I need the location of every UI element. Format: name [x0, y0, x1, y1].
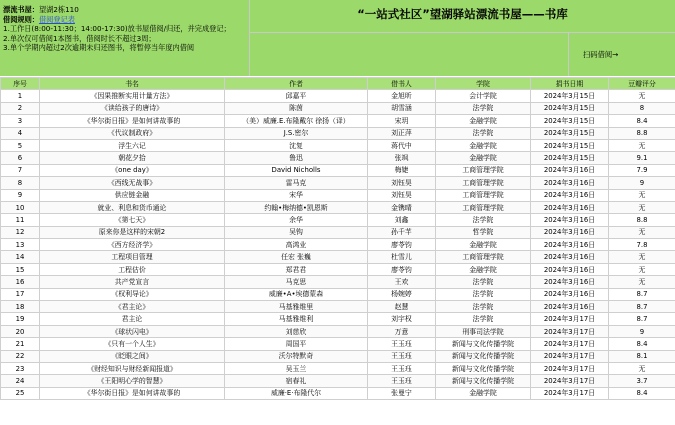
cell-donation-date[interactable]: 2024年3月15日 — [531, 139, 609, 151]
cell-borrower[interactable]: 刘宇权 — [368, 313, 436, 325]
cell-douban-rating[interactable]: 3.7 — [609, 375, 675, 387]
table-row[interactable] — [1, 164, 675, 176]
cell-index[interactable]: 11 — [1, 214, 40, 226]
cell-douban-rating[interactable]: 无 — [609, 263, 675, 275]
book-table — [0, 77, 675, 400]
table-row[interactable] — [1, 288, 675, 300]
cell-index[interactable]: 3 — [1, 115, 40, 127]
cell-school[interactable]: 新闻与文化传播学院 — [436, 350, 531, 362]
table-row[interactable] — [1, 189, 675, 201]
rule-3: 3.单个学期内超过2次逾期未归还图书，将暂停当年度内借阅 — [3, 43, 195, 53]
cell-borrower[interactable]: 宋玥 — [368, 115, 436, 127]
table-body — [1, 90, 675, 400]
cell-school[interactable]: 工商管理学院 — [436, 164, 531, 176]
cell-author[interactable]: 周国平 — [225, 338, 368, 350]
cell-douban-rating[interactable]: 无 — [609, 362, 675, 374]
location-label: 漂流书屋： — [3, 5, 39, 14]
cell-index[interactable]: 5 — [1, 139, 40, 151]
cell-donation-date[interactable]: 2024年3月17日 — [531, 325, 609, 337]
cell-author[interactable]: J.S.密尔 — [225, 127, 368, 139]
cell-borrower[interactable]: 杜雪儿 — [368, 251, 436, 263]
cell-donation-date[interactable]: 2024年3月17日 — [531, 375, 609, 387]
cell-title[interactable]: 《球状闪电》 — [40, 325, 225, 337]
cell-school[interactable]: 金融学院 — [436, 239, 531, 251]
cell-donation-date[interactable]: 2024年3月16日 — [531, 288, 609, 300]
cell-author[interactable]: 邱嘉平 — [225, 90, 368, 102]
cell-school[interactable]: 工商管理学院 — [436, 251, 531, 263]
cell-donation-date[interactable]: 2024年3月16日 — [531, 201, 609, 213]
cell-index[interactable]: 9 — [1, 189, 40, 201]
cell-school[interactable]: 工商管理学院 — [436, 189, 531, 201]
cell-borrower[interactable]: 王玉珏 — [368, 350, 436, 362]
cell-school[interactable]: 金融学院 — [436, 152, 531, 164]
cell-author[interactable]: 马基雅维里 — [225, 301, 368, 313]
cell-index[interactable]: 23 — [1, 362, 40, 374]
table-row[interactable] — [1, 214, 675, 226]
cell-donation-date[interactable]: 2024年3月16日 — [531, 164, 609, 176]
page-title: “一站式社区”望湖驿站漂流书屋——书库 — [250, 0, 675, 33]
column-header-author[interactable]: 作者 — [225, 78, 368, 90]
header-band — [0, 0, 675, 76]
cell-borrower[interactable]: 刘钰昊 — [368, 177, 436, 189]
cell-donation-date[interactable]: 2024年3月17日 — [531, 362, 609, 374]
cell-index[interactable]: 4 — [1, 127, 40, 139]
column-header-title[interactable]: 书名 — [40, 78, 225, 90]
cell-borrower[interactable]: 廖苓钧 — [368, 263, 436, 275]
cell-title[interactable]: 君主论 — [40, 313, 225, 325]
cell-borrower[interactable]: 孙千芊 — [368, 226, 436, 238]
cell-donation-date[interactable]: 2024年3月16日 — [531, 263, 609, 275]
cell-title[interactable]: 《西线无战事》 — [40, 177, 225, 189]
cell-borrower[interactable]: 梅婕 — [368, 164, 436, 176]
cell-index[interactable]: 22 — [1, 350, 40, 362]
cell-index[interactable]: 20 — [1, 325, 40, 337]
cell-donation-date[interactable]: 2024年3月17日 — [531, 338, 609, 350]
cell-borrower[interactable]: 廖苓钧 — [368, 239, 436, 251]
cell-index[interactable]: 24 — [1, 375, 40, 387]
cell-donation-date[interactable]: 2024年3月15日 — [531, 152, 609, 164]
cell-author[interactable]: 约翰•梅纳德•凯恩斯 — [225, 201, 368, 213]
cell-index[interactable]: 6 — [1, 152, 40, 164]
table-row[interactable] — [1, 338, 675, 350]
cell-school[interactable]: 新闻与文化传播学院 — [436, 362, 531, 374]
cell-author[interactable]: 沃尔特默奇 — [225, 350, 368, 362]
cell-school[interactable]: 法学院 — [436, 276, 531, 288]
rule-2: 2.单次仅可借阅1本图书，借阅时长不超过3周； — [3, 33, 156, 43]
cell-donation-date[interactable]: 2024年3月16日 — [531, 177, 609, 189]
column-header-donation-date[interactable]: 捐书日期 — [531, 78, 609, 90]
cell-school[interactable]: 法学院 — [436, 301, 531, 313]
scan-to-borrow-button[interactable]: 扫码借阅→ — [568, 33, 675, 76]
table-row[interactable] — [1, 102, 675, 114]
cell-title[interactable]: 《读给孩子的唐诗》 — [40, 102, 225, 114]
table-row[interactable] — [1, 90, 675, 102]
cell-douban-rating[interactable]: 8.8 — [609, 214, 675, 226]
cell-index[interactable]: 16 — [1, 276, 40, 288]
cell-borrower[interactable]: 王玉珏 — [368, 338, 436, 350]
cell-douban-rating[interactable]: 9 — [609, 325, 675, 337]
cell-douban-rating[interactable]: 8.7 — [609, 288, 675, 300]
cell-school[interactable]: 新闻与文化传播学院 — [436, 338, 531, 350]
info-panel — [0, 0, 250, 76]
cell-title[interactable]: 《代议制政府》 — [40, 127, 225, 139]
cell-index[interactable]: 19 — [1, 313, 40, 325]
cell-borrower[interactable]: 蒋代中 — [368, 139, 436, 151]
cell-title[interactable]: 原来你是这样的宋朝2 — [40, 226, 225, 238]
cell-title[interactable]: 《西方经济学》 — [40, 239, 225, 251]
cell-borrower[interactable]: 刘正萍 — [368, 127, 436, 139]
cell-borrower[interactable]: 赵慧 — [368, 301, 436, 313]
cell-author[interactable]: 陈茵 — [225, 102, 368, 114]
cell-douban-rating[interactable]: 无 — [609, 201, 675, 213]
cell-school[interactable]: 刑事司法学院 — [436, 325, 531, 337]
cell-school[interactable]: 工商管理学院 — [436, 177, 531, 189]
cell-title[interactable]: 《王阳明心学的智慧》 — [40, 375, 225, 387]
table-row[interactable] — [1, 325, 675, 337]
cell-author[interactable]: 任宏 张巍 — [225, 251, 368, 263]
cell-school[interactable]: 金融学院 — [436, 387, 531, 399]
cell-douban-rating[interactable]: 8.4 — [609, 115, 675, 127]
cell-index[interactable]: 21 — [1, 338, 40, 350]
cell-index[interactable]: 25 — [1, 387, 40, 399]
cell-douban-rating[interactable]: 无 — [609, 139, 675, 151]
cell-index[interactable]: 2 — [1, 102, 40, 114]
cell-douban-rating[interactable]: 无 — [609, 251, 675, 263]
cell-title[interactable]: 《财经知识与财经新闻报道》 — [40, 362, 225, 374]
table-row[interactable] — [1, 139, 675, 151]
cell-douban-rating[interactable]: 7.8 — [609, 239, 675, 251]
cell-donation-date[interactable]: 2024年3月17日 — [531, 387, 609, 399]
table-row[interactable] — [1, 177, 675, 189]
cell-donation-date[interactable]: 2024年3月16日 — [531, 226, 609, 238]
cell-donation-date[interactable]: 2024年3月16日 — [531, 276, 609, 288]
rules-label: 借阅规则： — [3, 14, 39, 24]
cell-douban-rating[interactable]: 8.4 — [609, 338, 675, 350]
cell-douban-rating[interactable]: 无 — [609, 226, 675, 238]
cell-douban-rating[interactable]: 8.1 — [609, 350, 675, 362]
cell-donation-date[interactable]: 2024年3月16日 — [531, 239, 609, 251]
cell-borrower[interactable]: 胡雪涵 — [368, 102, 436, 114]
column-header-school[interactable]: 学院 — [436, 78, 531, 90]
cell-index[interactable]: 15 — [1, 263, 40, 275]
cell-douban-rating[interactable]: 无 — [609, 189, 675, 201]
cell-douban-rating[interactable]: 8.7 — [609, 301, 675, 313]
cell-author[interactable]: 余华 — [225, 214, 368, 226]
cell-author[interactable]: 威廉·E·布隆代尔 — [225, 387, 368, 399]
cell-borrower[interactable]: 王玉珏 — [368, 375, 436, 387]
cell-title[interactable]: 朝花夕拾 — [40, 152, 225, 164]
cell-author[interactable]: 马基雅维利 — [225, 313, 368, 325]
cell-title[interactable]: 《权利导论》 — [40, 288, 225, 300]
cell-title[interactable]: 工程估价 — [40, 263, 225, 275]
cell-donation-date[interactable]: 2024年3月15日 — [531, 90, 609, 102]
cell-title[interactable]: 《眨眼之间》 — [40, 350, 225, 362]
cell-index[interactable]: 10 — [1, 201, 40, 213]
cell-donation-date[interactable]: 2024年3月17日 — [531, 350, 609, 362]
cell-title[interactable]: 浮生六记 — [40, 139, 225, 151]
table-row[interactable] — [1, 263, 675, 275]
cell-borrower[interactable]: 杨婉婷 — [368, 288, 436, 300]
cell-borrower[interactable]: 刘钰昊 — [368, 189, 436, 201]
cell-school[interactable]: 金融学院 — [436, 263, 531, 275]
cell-borrower[interactable]: 王欢 — [368, 276, 436, 288]
cell-borrower[interactable]: 刘鑫 — [368, 214, 436, 226]
cell-author[interactable]: （美）威廉.E.布隆戴尔 徐扬（译） — [225, 115, 368, 127]
registration-form-link[interactable]: 借阅登记表 — [38, 14, 75, 24]
cell-author[interactable]: 鲁迅 — [225, 152, 368, 164]
cell-author[interactable]: 沈复 — [225, 139, 368, 151]
table-row[interactable] — [1, 152, 675, 164]
cell-index[interactable]: 14 — [1, 251, 40, 263]
cell-school[interactable]: 法学院 — [436, 102, 531, 114]
column-header-index[interactable]: 序号 — [1, 78, 40, 90]
cell-author[interactable]: 高鸿业 — [225, 239, 368, 251]
cell-donation-date[interactable]: 2024年3月16日 — [531, 189, 609, 201]
cell-author[interactable]: 宿春礼 — [225, 375, 368, 387]
cell-donation-date[interactable]: 2024年3月15日 — [531, 115, 609, 127]
cell-author[interactable]: 刘慈欣 — [225, 325, 368, 337]
cell-donation-date[interactable]: 2024年3月15日 — [531, 127, 609, 139]
cell-index[interactable]: 13 — [1, 239, 40, 251]
cell-title[interactable]: 《华尔街日报》是如何讲故事的 — [40, 387, 225, 399]
cell-douban-rating[interactable]: 7.9 — [609, 164, 675, 176]
location-value: 望湖2栋110 — [38, 5, 79, 14]
cell-title[interactable]: 《只有一个人生》 — [40, 338, 225, 350]
cell-donation-date[interactable]: 2024年3月16日 — [531, 251, 609, 263]
cell-donation-date[interactable]: 2024年3月15日 — [531, 102, 609, 114]
cell-title[interactable]: 工程项目管理 — [40, 251, 225, 263]
table-row[interactable] — [1, 313, 675, 325]
table-row[interactable] — [1, 350, 675, 362]
cell-author[interactable]: 郑君君 — [225, 263, 368, 275]
rules-heading-line — [3, 15, 249, 25]
table-row[interactable] — [1, 251, 675, 263]
cell-author[interactable]: 威廉•A•埃德蒙森 — [225, 288, 368, 300]
table-row[interactable] — [1, 127, 675, 139]
table-row[interactable] — [1, 276, 675, 288]
cell-author[interactable]: 马克思 — [225, 276, 368, 288]
rule-1: 1.工作日(8:00-11:30；14:00-17:30)放书屋借阅/归还，并完成登记； — [3, 24, 231, 34]
table-row[interactable] — [1, 239, 675, 251]
table-row[interactable] — [1, 375, 675, 387]
cell-index[interactable]: 17 — [1, 288, 40, 300]
table-header-row — [1, 78, 675, 90]
cell-school[interactable]: 金融学院 — [436, 139, 531, 151]
cell-school[interactable]: 法学院 — [436, 288, 531, 300]
table-row[interactable] — [1, 115, 675, 127]
cell-donation-date[interactable]: 2024年3月17日 — [531, 313, 609, 325]
cell-index[interactable]: 7 — [1, 164, 40, 176]
cell-douban-rating[interactable]: 8.7 — [609, 313, 675, 325]
cell-index[interactable]: 8 — [1, 177, 40, 189]
location-line — [3, 5, 249, 15]
cell-borrower[interactable]: 王玉珏 — [368, 362, 436, 374]
cell-author[interactable]: 吴玉兰 — [225, 362, 368, 374]
cell-douban-rating[interactable]: 9 — [609, 177, 675, 189]
cell-douban-rating[interactable]: 8.8 — [609, 127, 675, 139]
cell-douban-rating[interactable]: 8.4 — [609, 387, 675, 399]
cell-title[interactable]: 《君主论》 — [40, 301, 225, 313]
column-header-douban-rating[interactable]: 豆瓣评分 — [609, 78, 675, 90]
table-row[interactable] — [1, 301, 675, 313]
cell-douban-rating[interactable]: 无 — [609, 276, 675, 288]
cell-school[interactable]: 金融学院 — [436, 115, 531, 127]
cell-school[interactable]: 哲学院 — [436, 226, 531, 238]
cell-school[interactable]: 会计学院 — [436, 90, 531, 102]
cell-borrower[interactable]: 金旭昕 — [368, 90, 436, 102]
table-row[interactable] — [1, 387, 675, 399]
cell-school[interactable]: 法学院 — [436, 214, 531, 226]
cell-author[interactable]: David Nicholls — [225, 164, 368, 176]
cell-borrower[interactable]: 张飒 — [368, 152, 436, 164]
cell-title[interactable]: 《华尔街日报》是如何讲故事的 — [40, 115, 225, 127]
cell-author[interactable]: 宋华 — [225, 189, 368, 201]
cell-school[interactable]: 新闻与文化传播学院 — [436, 375, 531, 387]
cell-index[interactable]: 18 — [1, 301, 40, 313]
cell-school[interactable]: 工商管理学院 — [436, 201, 531, 213]
cell-douban-rating[interactable]: 8 — [609, 102, 675, 114]
cell-borrower[interactable]: 万意 — [368, 325, 436, 337]
cell-douban-rating[interactable]: 无 — [609, 90, 675, 102]
cell-school[interactable]: 法学院 — [436, 313, 531, 325]
cell-donation-date[interactable]: 2024年3月16日 — [531, 301, 609, 313]
cell-index[interactable]: 1 — [1, 90, 40, 102]
cell-donation-date[interactable]: 2024年3月16日 — [531, 214, 609, 226]
cell-school[interactable]: 法学院 — [436, 127, 531, 139]
column-header-borrower[interactable]: 借书人 — [368, 78, 436, 90]
cell-title[interactable]: 《第七天》 — [40, 214, 225, 226]
table-row[interactable] — [1, 226, 675, 238]
cell-title[interactable]: 就业、利息和货币通论 — [40, 201, 225, 213]
cell-title[interactable]: 共产党宣言 — [40, 276, 225, 288]
table-row[interactable] — [1, 362, 675, 374]
cell-author[interactable]: 雷马克 — [225, 177, 368, 189]
cell-borrower[interactable]: 金镌晴 — [368, 201, 436, 213]
cell-index[interactable]: 12 — [1, 226, 40, 238]
cell-title[interactable]: 《one day》 — [40, 164, 225, 176]
cell-borrower[interactable]: 张曼宁 — [368, 387, 436, 399]
table-row[interactable] — [1, 201, 675, 213]
cell-title[interactable]: 供应链金融 — [40, 189, 225, 201]
cell-title[interactable]: 《因果推断实用计量方法》 — [40, 90, 225, 102]
cell-author[interactable]: 吴钩 — [225, 226, 368, 238]
cell-douban-rating[interactable]: 9.1 — [609, 152, 675, 164]
